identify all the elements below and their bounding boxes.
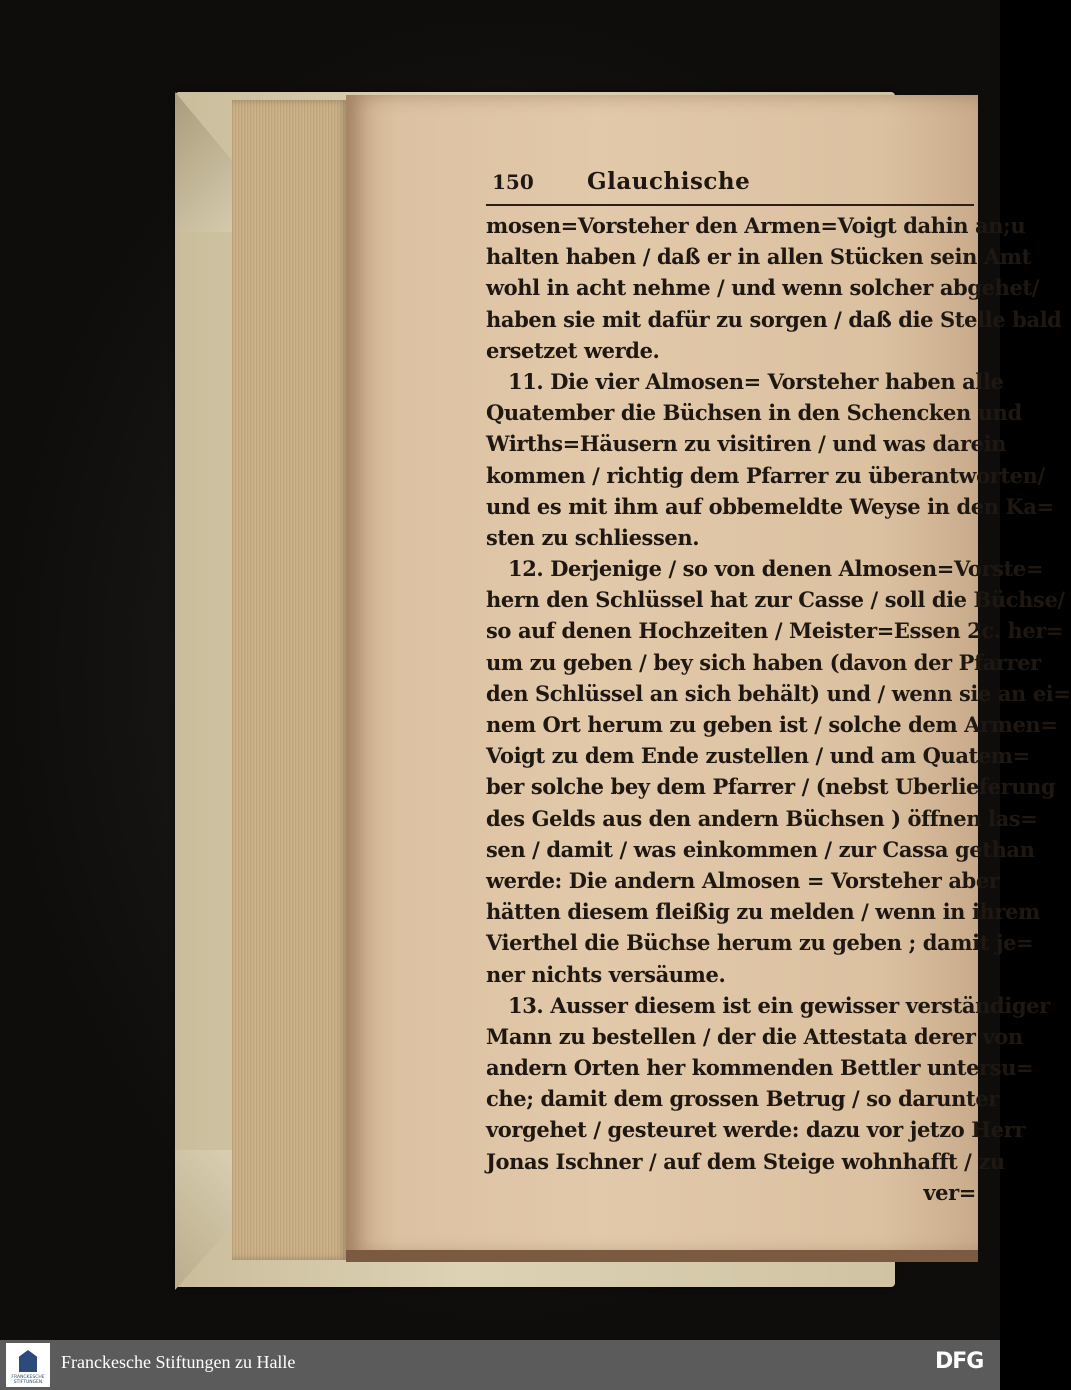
- text-line: des Gelds aus den andern Büchsen ) öffnen las=: [486, 805, 1038, 831]
- text-line: sten zu schliessen.: [486, 524, 700, 550]
- text-line: Wirths=Häusern zu visitiren / und was darein: [486, 431, 1007, 457]
- text-line: andern Orten her kommenden Bettler untersu=: [486, 1055, 1034, 1081]
- text-line: Vierthel die Büchse herum zu geben ; damit je=: [486, 930, 1034, 956]
- text-line: den Schlüssel an sich behält) und / wenn sie an ei=: [486, 680, 1071, 706]
- text-line: ver=: [923, 1179, 976, 1205]
- text-line: ersetzet werde.: [486, 337, 660, 363]
- text-line: hätten diesem fleißig zu melden / wenn in ihrem: [486, 899, 1040, 925]
- text-line: Quatember die Büchsen in den Schencken und: [486, 400, 1022, 426]
- text-line: vorgehet / gesteuret werde: dazu vor jetzo Herr: [486, 1117, 1025, 1143]
- text-line: 11. Die vier Almosen= Vorsteher haben alle: [508, 368, 1004, 394]
- text-line: und es mit ihm auf obbemeldte Weyse in den Ka=: [486, 493, 1054, 519]
- page-number: 150: [492, 170, 534, 194]
- institution-logo: [6, 1343, 50, 1387]
- text-line: ber solche bey dem Pfarrer / (nebst Uberlieferung: [486, 774, 1056, 800]
- text-body: [486, 210, 1071, 1208]
- institution-name: Franckesche Stiftungen zu Halle: [61, 1352, 296, 1372]
- text-line: che; damit dem grossen Betrug / so darunter: [486, 1086, 999, 1112]
- header-rule: [486, 204, 974, 206]
- francke-logo-icon: [19, 1350, 37, 1372]
- text-line: halten haben / daß er in allen Stücken sein Amt: [486, 244, 1031, 270]
- text-line: nem Ort herum zu geben ist / solche dem Armen=: [486, 712, 1058, 737]
- dfg-logo: DFG: [935, 1349, 984, 1374]
- logo-text: FRANCKESCHE STIFTUNGEN: [11, 1375, 45, 1385]
- text-line: mosen=Vorsteher den Armen=Voigt dahin an;u: [486, 213, 1026, 238]
- text-line: sen / damit / was einkommen / zur Cassa gethan: [486, 836, 1035, 862]
- text-line: 13. Ausser diesem ist ein gewisser verständiger: [508, 992, 1050, 1018]
- page-text: [486, 168, 1071, 1208]
- text-line: Mann zu bestellen / der die Attestata derer von: [486, 1023, 1023, 1049]
- text-line: um zu geben / bey sich haben (davon der Pfarrer: [486, 649, 1041, 675]
- text-line: Jonas Ischner / auf dem Steige wohnhafft / zu: [486, 1148, 1005, 1174]
- running-title: Glauchische: [587, 168, 751, 195]
- text-line: werde: Die andern Almosen = Vorsteher aber: [486, 867, 1000, 893]
- text-line: hern den Schlüssel hat zur Casse / soll die Büchse/: [486, 587, 1065, 613]
- page-header: [486, 168, 976, 202]
- page-bottom-edge: [346, 1250, 978, 1262]
- text-line: so auf denen Hochzeiten / Meister=Essen 2c. her=: [486, 618, 1064, 644]
- text-line: wohl in acht nehme / und wenn solcher abgehet/: [486, 275, 1039, 301]
- text-line: kommen / richtig dem Pfarrer zu überantworten/: [486, 462, 1045, 488]
- page-edges: [232, 100, 350, 1260]
- text-line: ner nichts versäume.: [486, 961, 726, 987]
- text-line: haben sie mit dafür zu sorgen / daß die Stelle bald: [486, 306, 1062, 332]
- text-line: 12. Derjenige / so von denen Almosen=Vorste=: [508, 556, 1044, 582]
- text-line: Voigt zu dem Ende zustellen / und am Quatem=: [486, 743, 1030, 769]
